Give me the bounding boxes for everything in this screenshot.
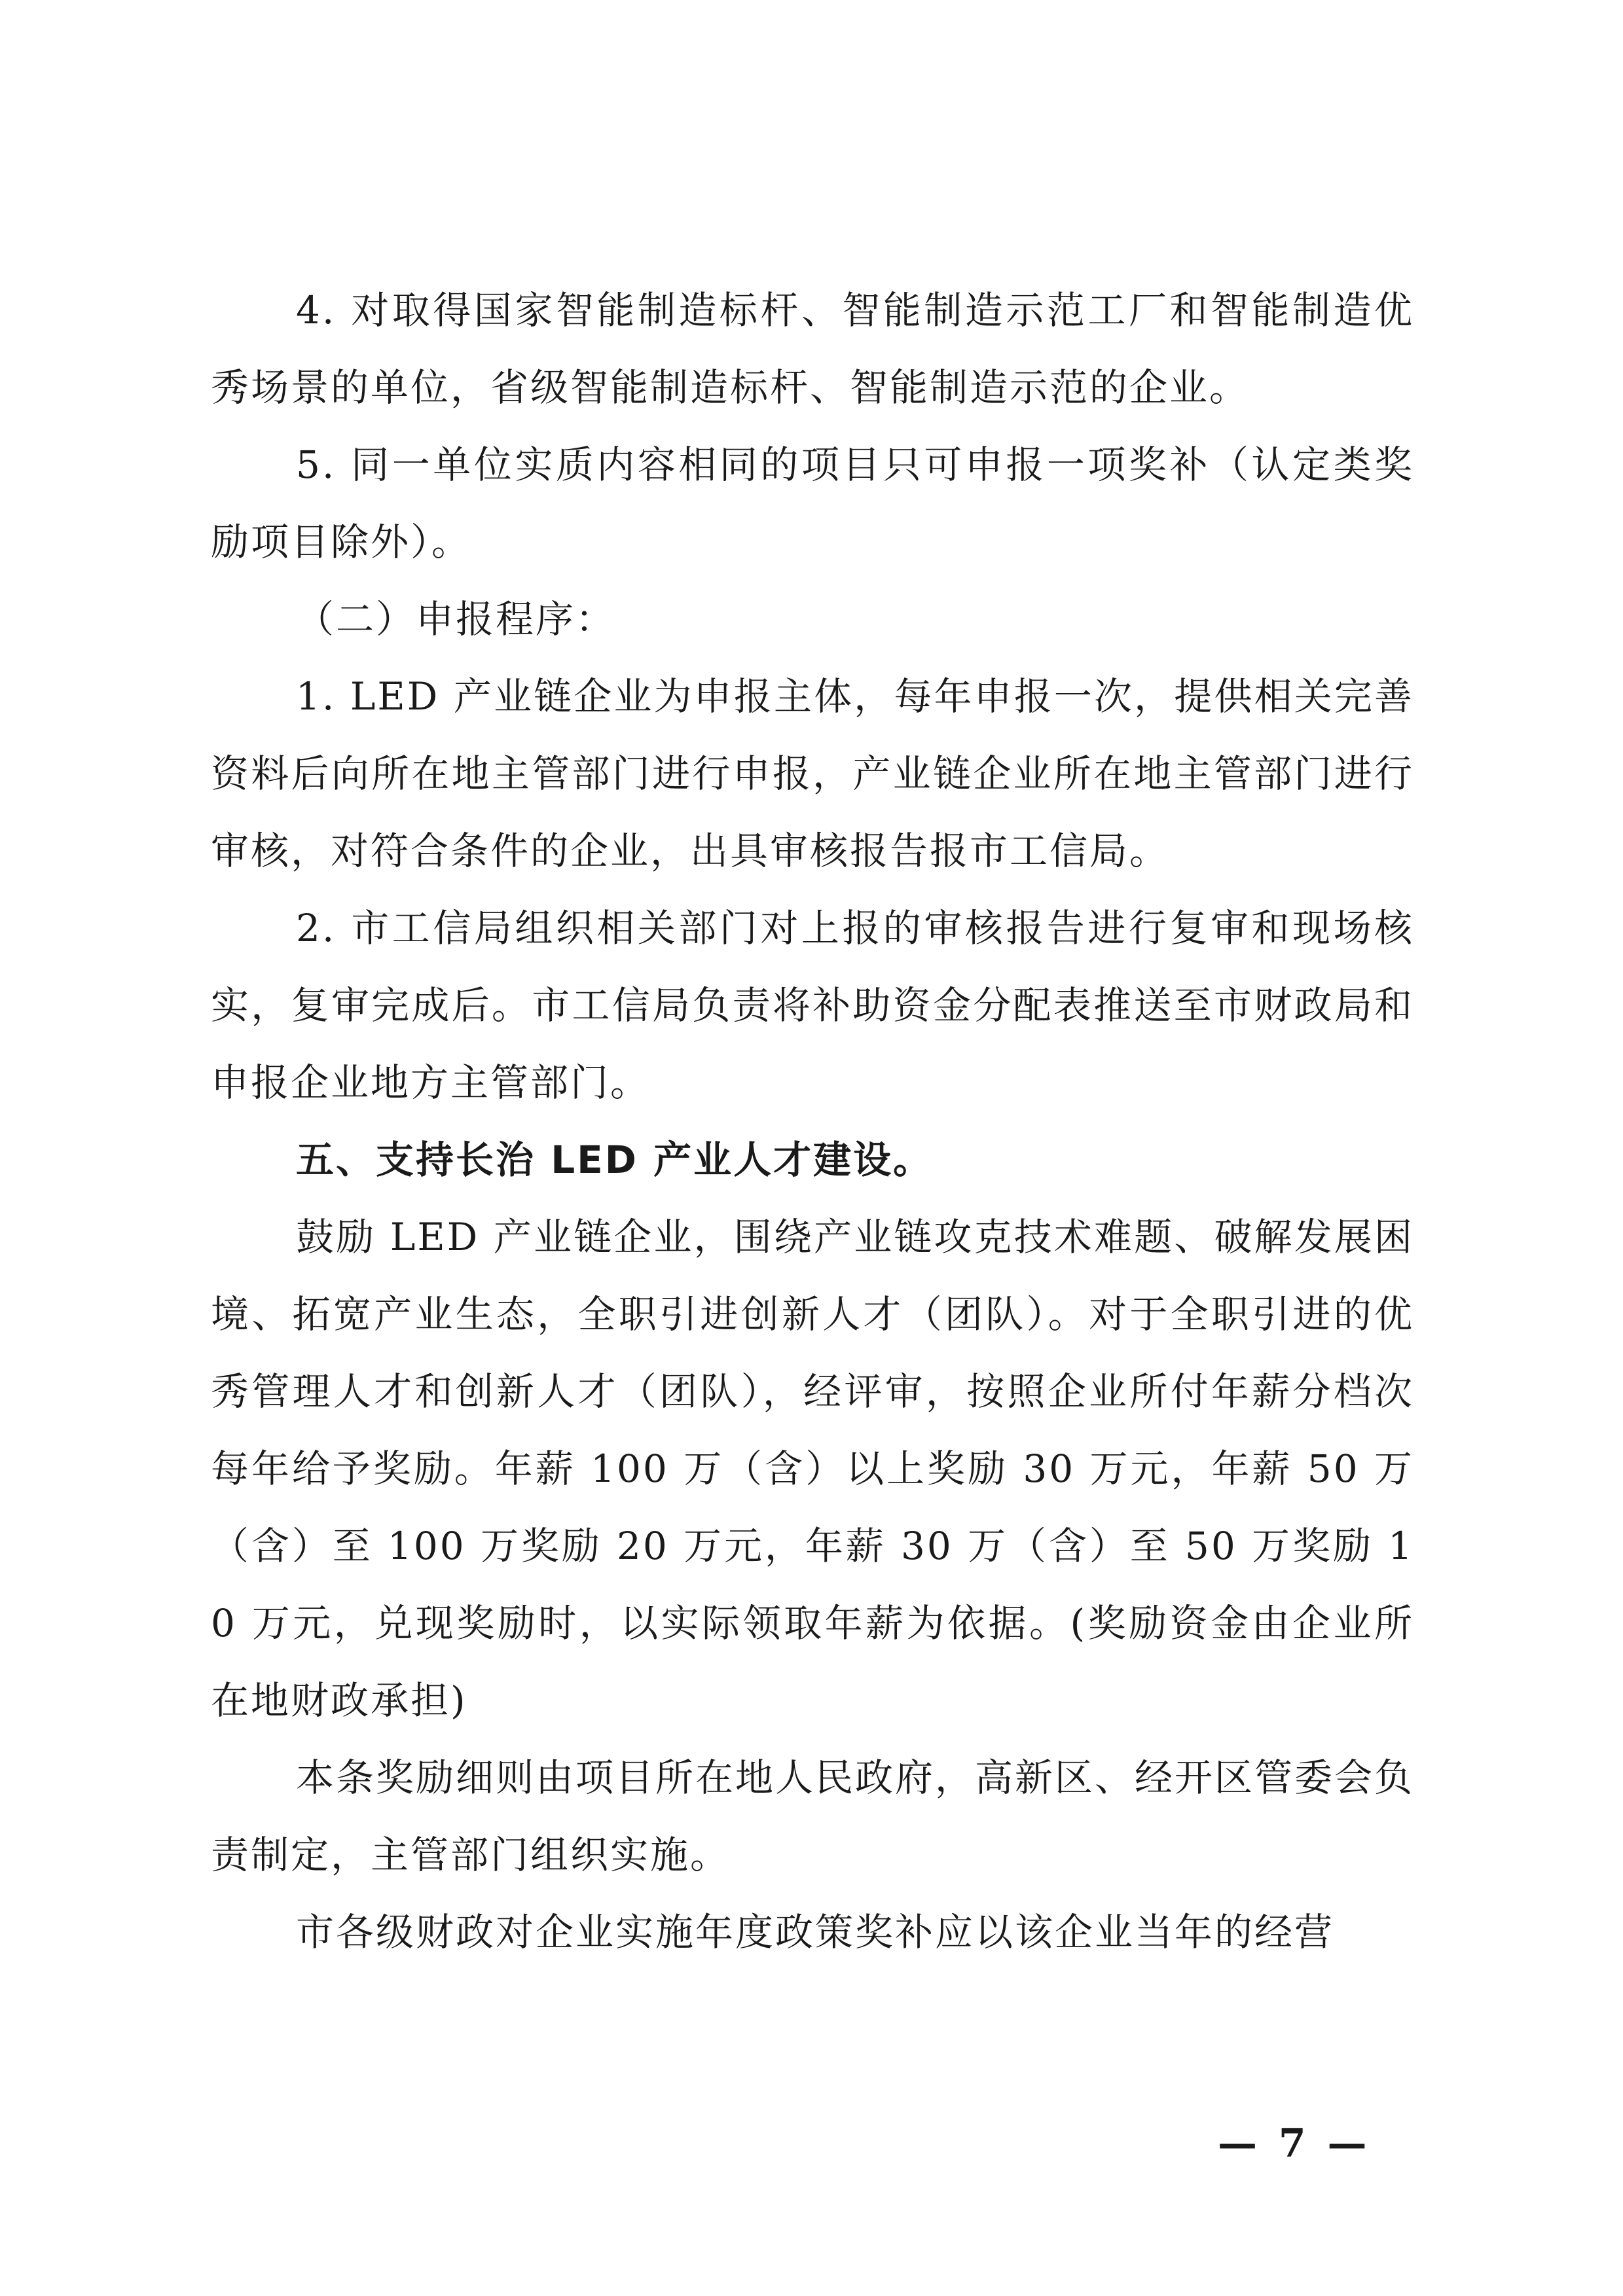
section-heading-talent: 五、支持长治 LED 产业人才建设。 [296, 1138, 934, 1182]
paragraph-item-5: 5. 同一单位实质内容相同的项目只可申报一项奖补（认定类奖励项目除外）。 [211, 442, 1414, 564]
page-number: — 7 — [1218, 2121, 1371, 2166]
paragraph-finance: 市各级财政对企业实施年度政策奖补应以该企业当年的经营 [296, 1910, 1335, 1954]
paragraph-procedure-1: 1. LED 产业链企业为申报主体，每年申报一次，提供相关完善资料后向所在地主管部门进行申报，产业链企业所在地主管部门进行审核，对符合条件的企业，出具审核报告报市工信局。 [211, 674, 1414, 873]
paragraph-item-4: 4. 对取得国家智能制造标杆、智能制造示范工厂和智能制造优秀场景的单位，省级智能制造标杆、智能制造示范的企业。 [211, 288, 1414, 410]
body-text [211, 272, 1414, 1971]
paragraph-talent-reward: 鼓励 LED 产业链企业，围绕产业链攻克技术难题、破解发展困境、拓宽产业生态，全职引进创新人才（团队）。对于全职引进的优秀管理人才和创新人才（团队），经评审，按照企业所付年薪分档次每年给予奖励。年薪 100 万（含）以上奖励 30 万元，年薪 50 万（含）至 100 万奖励 20 万元，年薪 30 万（含）至 50 万奖励 10 万元，兑现奖励时，以实际领取年薪为依据。(奖励资金由企业所在地财政承担) [211, 1215, 1414, 1723]
paragraph-implementation: 本条奖励细则由项目所在地人民政府，高新区、经开区管委会负责制定，主管部门组织实施。 [211, 1755, 1415, 1877]
subsection-heading-application-procedure: （二）申报程序： [296, 597, 616, 641]
paragraph-procedure-2: 2. 市工信局组织相关部门对上报的审核报告进行复审和现场核实，复审完成后。市工信局负责将补助资金分配表推送至市财政局和申报企业地方主管部门。 [211, 906, 1414, 1105]
